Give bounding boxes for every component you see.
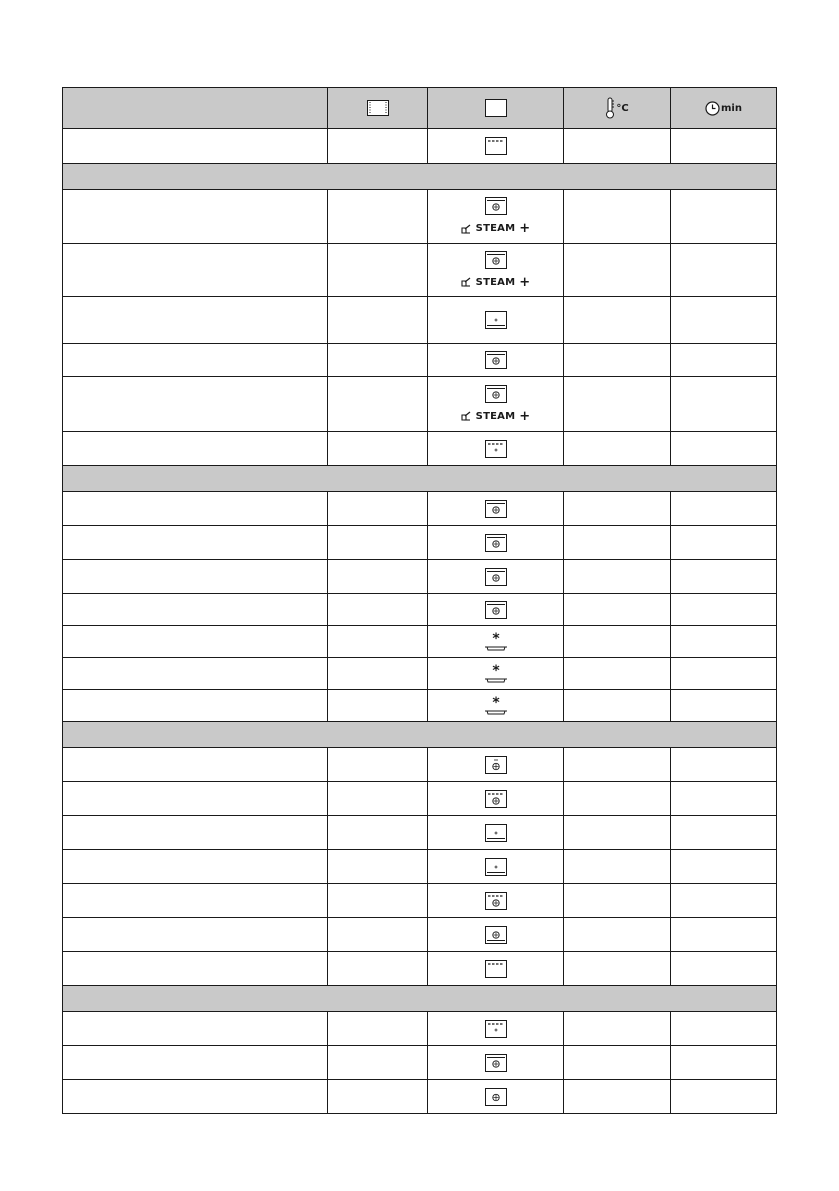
table-row (63, 492, 777, 526)
fan-top-heat-icon (485, 568, 507, 586)
top-heat-icon (485, 137, 507, 155)
shelf-cell (328, 748, 428, 782)
time-cell (671, 526, 777, 560)
shelf-cell (328, 816, 428, 850)
temperature-cell (564, 594, 671, 626)
food-cell (63, 377, 328, 432)
time-cell (671, 560, 777, 594)
shelf-cell (328, 526, 428, 560)
function-cell (428, 1080, 564, 1114)
table-row (63, 560, 777, 594)
table-header (63, 88, 777, 129)
shelf-cell (328, 626, 428, 658)
temperature-cell (564, 297, 671, 344)
fan-icon (485, 1088, 507, 1106)
time-cell (671, 918, 777, 952)
steam-plus-label (461, 409, 531, 424)
section-header-row (63, 164, 777, 190)
table-row (63, 129, 777, 164)
function-cell (428, 748, 564, 782)
function-cell (428, 492, 564, 526)
function-icon (485, 99, 507, 117)
fan-icon (485, 197, 507, 215)
temperature-cell (564, 244, 671, 297)
fan-ring-icon (485, 756, 507, 774)
steam-plus-sign: + (519, 274, 531, 290)
fan-icon (485, 1054, 507, 1072)
cooking-table (62, 87, 777, 1114)
temperature-cell (564, 526, 671, 560)
steam-plus-label (461, 221, 531, 236)
shelf-cell (328, 129, 428, 164)
food-cell (63, 1046, 328, 1080)
steam-text: STEAM (475, 276, 516, 288)
temperature-cell (564, 344, 671, 377)
time-unit-label: min (721, 102, 742, 114)
fan-icon (485, 351, 507, 369)
table-row (63, 344, 777, 377)
defrost-icon (484, 696, 508, 716)
food-cell (63, 918, 328, 952)
table-row (63, 816, 777, 850)
time-cell (671, 884, 777, 918)
temperature-cell (564, 884, 671, 918)
food-cell (63, 816, 328, 850)
food-cell (63, 782, 328, 816)
food-cell (63, 560, 328, 594)
food-cell (63, 344, 328, 377)
table-row (63, 884, 777, 918)
time-cell (671, 297, 777, 344)
shelf-cell (328, 658, 428, 690)
shelf-cell (328, 244, 428, 297)
function-cell (428, 190, 564, 244)
steam-text: STEAM (475, 410, 516, 422)
shelf-cell (328, 344, 428, 377)
svg-text:*: * (491, 695, 500, 711)
temperature-cell (564, 918, 671, 952)
shelf-cell (328, 884, 428, 918)
food-cell (63, 850, 328, 884)
fan-bottom-heat-icon (485, 311, 507, 329)
food-cell (63, 1080, 328, 1114)
temperature-cell (564, 377, 671, 432)
time-cell (671, 190, 777, 244)
shelf-cell (328, 377, 428, 432)
svg-text:*: * (491, 631, 500, 647)
temperature-cell (564, 782, 671, 816)
food-cell (63, 884, 328, 918)
section-header-row (63, 722, 777, 748)
function-cell (428, 850, 564, 884)
food-cell (63, 129, 328, 164)
time-cell (671, 626, 777, 658)
food-cell (63, 658, 328, 690)
fan-bottom-heat-icon (485, 824, 507, 842)
table-row (63, 1012, 777, 1046)
shelf-cell (328, 1046, 428, 1080)
table-row (63, 526, 777, 560)
time-cell (671, 748, 777, 782)
temperature-cell (564, 560, 671, 594)
time-cell (671, 952, 777, 986)
defrost-icon (484, 632, 508, 652)
temperature-cell (564, 129, 671, 164)
function-cell (428, 918, 564, 952)
steam-icon (461, 411, 472, 421)
time-cell (671, 690, 777, 722)
food-cell (63, 244, 328, 297)
top-heat-fan-icon (485, 1020, 507, 1038)
shelf-cell (328, 1080, 428, 1114)
food-cell (63, 690, 328, 722)
function-cell (428, 816, 564, 850)
food-cell (63, 594, 328, 626)
shelf-cell (328, 918, 428, 952)
temperature-cell (564, 1046, 671, 1080)
table-row (63, 297, 777, 344)
temperature-cell (564, 658, 671, 690)
thermometer-icon (605, 97, 615, 119)
header-cell-food (63, 88, 328, 129)
food-cell (63, 190, 328, 244)
time-cell (671, 782, 777, 816)
time-cell (671, 1080, 777, 1114)
function-cell (428, 690, 564, 722)
table-row (63, 1046, 777, 1080)
food-cell (63, 626, 328, 658)
shelf-cell (328, 594, 428, 626)
fan-grill-icon (485, 790, 507, 808)
shelf-cell (328, 432, 428, 466)
function-cell (428, 297, 564, 344)
temperature-cell (564, 850, 671, 884)
function-cell (428, 526, 564, 560)
time-cell (671, 244, 777, 297)
temp-unit-label: °C (616, 102, 629, 114)
table-row (63, 244, 777, 297)
temperature-cell (564, 690, 671, 722)
function-cell (428, 1046, 564, 1080)
time-cell (671, 344, 777, 377)
top-heat-icon (485, 960, 507, 978)
temperature-cell (564, 432, 671, 466)
steam-text: STEAM (475, 223, 516, 234)
table-row (63, 658, 777, 690)
section-header-row (63, 466, 777, 492)
fan-grill-icon (485, 892, 507, 910)
fan-bottom-heat-icon (485, 858, 507, 876)
shelf-cell (328, 1012, 428, 1046)
table-row (63, 190, 777, 244)
steam-icon (461, 224, 472, 234)
header-cell-function (428, 88, 564, 129)
temperature-cell (564, 1080, 671, 1114)
shelf-icon (367, 100, 389, 116)
svg-text:*: * (491, 663, 500, 679)
function-cell (428, 432, 564, 466)
food-cell (63, 297, 328, 344)
temperature-cell (564, 626, 671, 658)
function-cell (428, 1012, 564, 1046)
temperature-cell (564, 492, 671, 526)
time-cell (671, 129, 777, 164)
function-cell (428, 344, 564, 377)
temperature-cell (564, 748, 671, 782)
steam-plus-sign: + (519, 408, 531, 424)
steam-plus-sign: + (519, 221, 531, 236)
time-cell (671, 492, 777, 526)
function-cell (428, 244, 564, 297)
time-cell (671, 816, 777, 850)
table-row (63, 432, 777, 466)
fan-top-heat-icon (485, 251, 507, 269)
table-row (63, 782, 777, 816)
section-header-row (63, 986, 777, 1012)
function-cell (428, 782, 564, 816)
fan-bottom-icon (485, 926, 507, 944)
table-row (63, 377, 777, 432)
shelf-cell (328, 560, 428, 594)
table-row (63, 952, 777, 986)
table-row (63, 594, 777, 626)
steam-icon (461, 277, 472, 287)
table-row (63, 918, 777, 952)
fan-icon (485, 601, 507, 619)
fan-icon (485, 534, 507, 552)
food-cell (63, 432, 328, 466)
function-cell (428, 626, 564, 658)
shelf-cell (328, 297, 428, 344)
shelf-cell (328, 190, 428, 244)
food-cell (63, 748, 328, 782)
table-row (63, 850, 777, 884)
top-heat-fan-icon (485, 440, 507, 458)
time-cell (671, 594, 777, 626)
header-cell-shelf (328, 88, 428, 129)
food-cell (63, 1012, 328, 1046)
time-cell (671, 1046, 777, 1080)
time-cell (671, 1012, 777, 1046)
function-cell (428, 594, 564, 626)
function-cell (428, 658, 564, 690)
steam-plus-label (461, 275, 531, 290)
table-row (63, 626, 777, 658)
shelf-cell (328, 690, 428, 722)
food-cell (63, 492, 328, 526)
clock-icon (705, 101, 720, 116)
fan-icon (485, 385, 507, 403)
table-row (63, 1080, 777, 1114)
temperature-cell (564, 190, 671, 244)
table-row (63, 748, 777, 782)
food-cell (63, 952, 328, 986)
function-cell (428, 560, 564, 594)
shelf-cell (328, 492, 428, 526)
function-cell (428, 952, 564, 986)
time-cell (671, 658, 777, 690)
defrost-icon (484, 664, 508, 684)
header-cell-time (671, 88, 777, 129)
temperature-cell (564, 952, 671, 986)
shelf-cell (328, 850, 428, 884)
shelf-cell (328, 782, 428, 816)
table-row (63, 690, 777, 722)
function-cell (428, 377, 564, 432)
temperature-cell (564, 816, 671, 850)
header-cell-temperature (564, 88, 671, 129)
function-cell (428, 129, 564, 164)
fan-top-heat-icon (485, 500, 507, 518)
temperature-cell (564, 1012, 671, 1046)
time-cell (671, 850, 777, 884)
time-cell (671, 377, 777, 432)
function-cell (428, 884, 564, 918)
shelf-cell (328, 952, 428, 986)
time-cell (671, 432, 777, 466)
food-cell (63, 526, 328, 560)
